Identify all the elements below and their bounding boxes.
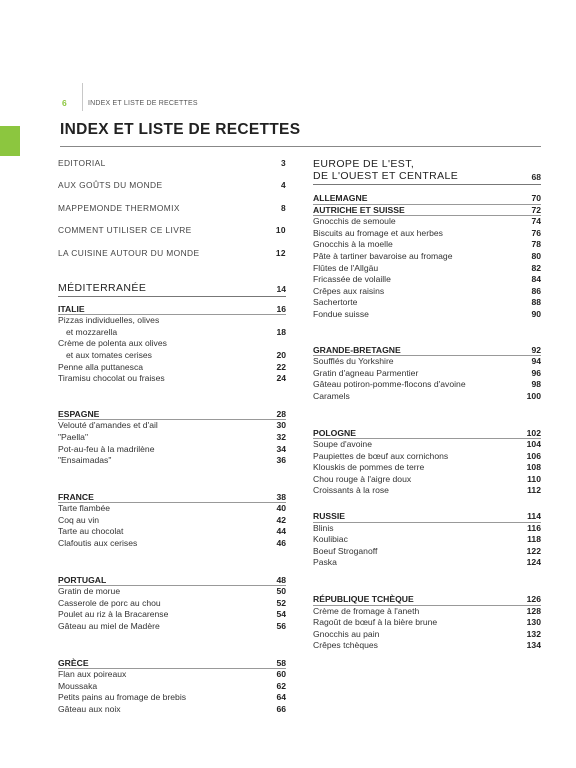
recipe-label: Poulet au riz à la Bracarense — [58, 609, 169, 620]
region-page: 14 — [276, 283, 286, 294]
recipe-label: Blinis — [313, 522, 334, 533]
recipe-label: Flûtes de l'Allgäu — [313, 262, 379, 273]
region-label-line2: DE L'OUEST ET CENTRALE — [313, 170, 459, 182]
recipe-entry[interactable] — [313, 640, 541, 652]
recipe-page: 56 — [276, 621, 286, 632]
country-page: 114 — [527, 511, 541, 522]
recipe-entry[interactable] — [313, 309, 541, 321]
recipe-page: 116 — [527, 522, 541, 533]
region-heading-mediterranee[interactable] — [58, 282, 286, 297]
toc-entry-label: EDITORIAL — [58, 158, 106, 168]
recipe-entry[interactable] — [58, 669, 286, 681]
recipe-label: Gâteau au miel de Madère — [58, 621, 160, 632]
recipe-page: 132 — [526, 628, 541, 639]
recipe-entry[interactable] — [58, 515, 286, 527]
country-label: AUTRICHE ET SUISSE — [313, 204, 405, 215]
page-number: 6 — [62, 98, 67, 108]
recipe-page: 30 — [276, 420, 286, 431]
section-grande-bretagne — [313, 345, 541, 403]
country-label: GRANDE-BRETAGNE — [313, 344, 401, 355]
toc-entry-page: 10 — [275, 225, 286, 236]
recipe-page: 66 — [276, 704, 286, 714]
country-heading[interactable] — [313, 193, 541, 205]
country-page: 70 — [531, 193, 541, 203]
recipe-label: Velouté d'amandes et d'ail — [58, 420, 158, 431]
recipe-label: Coq au vin — [58, 514, 100, 525]
recipe-entry[interactable] — [313, 286, 541, 298]
recipe-page: 124 — [526, 557, 541, 568]
recipe-page: 74 — [531, 216, 541, 227]
recipe-label: Gratin de morue — [58, 586, 121, 597]
recipe-page: 106 — [526, 450, 541, 461]
country-label: RUSSIE — [313, 511, 345, 522]
country-heading[interactable] — [313, 345, 541, 357]
recipe-entry[interactable] — [313, 239, 541, 251]
recipe-label: Flan aux poireaux — [58, 669, 127, 680]
region-heading-europe[interactable] — [313, 158, 541, 185]
recipe-entry[interactable] — [58, 692, 286, 704]
recipe-page: 42 — [276, 514, 286, 525]
recipe-entry[interactable] — [313, 523, 541, 535]
recipe-label: Petits pains au fromage de brebis — [58, 692, 187, 703]
recipe-page: 128 — [526, 605, 541, 616]
recipe-label: Crème de polenta aux olives — [58, 338, 167, 349]
recipe-page: 110 — [527, 473, 541, 484]
toc-entry-page: 4 — [280, 180, 286, 191]
recipe-page: 100 — [526, 390, 541, 401]
section-grece — [58, 658, 286, 716]
recipe-page: 32 — [276, 431, 286, 442]
country-heading[interactable] — [313, 205, 541, 217]
page-title: INDEX ET LISTE DE RECETTES — [60, 121, 301, 138]
recipe-entry[interactable] — [313, 216, 541, 228]
recipe-label: "Ensaimadas" — [58, 455, 112, 466]
recipe-page: 104 — [526, 439, 541, 450]
recipe-entry[interactable] — [313, 356, 541, 368]
recipe-page: 54 — [276, 609, 286, 620]
recipe-entry[interactable] — [58, 420, 286, 432]
country-heading[interactable] — [58, 304, 286, 316]
section-italie — [58, 304, 286, 385]
recipe-entry[interactable] — [58, 621, 286, 633]
country-page: 16 — [276, 303, 286, 314]
recipe-label: Caramels — [313, 390, 350, 401]
recipe-page: 22 — [276, 361, 286, 372]
recipe-label: Klouskis de pommes de terre — [313, 462, 425, 473]
recipe-entry[interactable] — [313, 368, 541, 380]
recipe-entry[interactable] — [313, 451, 541, 463]
recipe-entry[interactable] — [313, 391, 541, 403]
recipe-entry[interactable] — [58, 598, 286, 610]
recipe-page: 76 — [531, 227, 541, 238]
recipe-entry[interactable] — [313, 485, 541, 497]
recipe-entry[interactable] — [313, 379, 541, 391]
country-label: GRÈCE — [58, 657, 89, 668]
recipe-label: Croissants à la rose — [313, 485, 389, 496]
recipe-page: 94 — [531, 356, 541, 367]
recipe-page: 118 — [527, 534, 541, 545]
recipe-label: et aux tomates cerises — [66, 349, 152, 360]
title-rule — [60, 146, 541, 147]
recipe-label: Tarte au chocolat — [58, 526, 124, 537]
recipe-page: 46 — [276, 538, 286, 549]
recipe-label: Gâteau potiron-pomme-flocons d'avoine — [313, 379, 466, 390]
recipe-label: Crêpes tchèques — [313, 640, 378, 651]
section-pologne — [313, 428, 541, 498]
recipe-entry[interactable] — [58, 350, 286, 362]
recipe-entry[interactable] — [58, 704, 286, 716]
recipe-page: 78 — [531, 239, 541, 250]
recipe-page: 24 — [276, 373, 286, 384]
recipe-label: Moussaka — [58, 680, 98, 691]
recipe-entry[interactable] — [313, 557, 541, 569]
toc-entry-label: AUX GOÛTS DU MONDE — [58, 180, 163, 191]
recipe-entry[interactable] — [58, 586, 286, 598]
recipe-entry[interactable] — [58, 444, 286, 456]
section-republique-tcheque — [313, 594, 541, 652]
running-title: INDEX ET LISTE DE RECETTES — [88, 99, 198, 107]
country-label: PORTUGAL — [58, 574, 107, 585]
recipe-page: 34 — [276, 443, 286, 454]
region-label — [313, 158, 458, 182]
recipe-entry[interactable] — [58, 362, 286, 374]
recipe-entry[interactable] — [313, 534, 541, 546]
recipe-label: Soufflés du Yorkshire — [313, 356, 394, 367]
country-label: RÉPUBLIQUE TCHÈQUE — [313, 594, 414, 605]
recipe-entry[interactable] — [313, 274, 541, 286]
toc-entry-label: MAPPEMONDE THERMOMIX — [58, 202, 180, 213]
toc-entry[interactable] — [58, 225, 286, 236]
recipe-page: 98 — [531, 379, 541, 390]
recipe-entry[interactable] — [58, 609, 286, 621]
recipe-label: Pâte à tartiner bavaroise au fromage — [313, 250, 453, 261]
country-heading[interactable] — [58, 575, 286, 587]
recipe-label: Casserole de porc au chou — [58, 597, 161, 608]
country-page: 28 — [276, 408, 286, 419]
recipe-entry[interactable] — [313, 439, 541, 451]
country-page: 58 — [276, 657, 286, 668]
toc-entry[interactable] — [58, 248, 286, 259]
recipe-page: 50 — [276, 586, 286, 597]
recipe-label: "Paella" — [58, 431, 88, 442]
recipe-page: 36 — [276, 455, 286, 466]
recipe-entry[interactable] — [313, 617, 541, 629]
recipe-label: Gâteau aux noix — [58, 704, 121, 714]
recipe-entry[interactable] — [313, 606, 541, 618]
recipe-page: 84 — [531, 274, 541, 285]
region-label: MÉDITERRANÉE — [58, 281, 147, 294]
recipe-page: 86 — [531, 285, 541, 296]
recipe-entry[interactable] — [313, 474, 541, 486]
recipe-label: et mozzarella — [66, 326, 118, 337]
recipe-entry[interactable] — [313, 546, 541, 558]
recipe-entry[interactable] — [58, 455, 286, 467]
country-heading[interactable] — [58, 409, 286, 421]
running-head — [60, 97, 198, 109]
recipe-page: 40 — [276, 503, 286, 514]
recipe-label: Gnocchis de semoule — [313, 216, 396, 227]
recipe-entry[interactable] — [58, 315, 286, 327]
recipe-label: Paska — [313, 557, 337, 568]
section-france — [58, 492, 286, 550]
recipe-label: Crème de fromage à l'aneth — [313, 605, 420, 616]
toc-entry-label: LA CUISINE AUTOUR DU MONDE — [58, 247, 200, 258]
country-page: 92 — [531, 344, 541, 355]
recipe-label: Sachertorte — [313, 297, 358, 308]
recipe-label: Gnocchis à la moelle — [313, 239, 393, 250]
recipe-label: Paupiettes de bœuf aux cornichons — [313, 450, 449, 461]
recipe-label: Tiramisu chocolat ou fraises — [58, 373, 165, 384]
country-label: ESPAGNE — [58, 408, 100, 419]
recipe-page: 134 — [526, 640, 541, 651]
recipe-label: Tarte flambée — [58, 503, 111, 514]
recipe-entry[interactable] — [313, 228, 541, 240]
toc-entry[interactable] — [58, 158, 286, 169]
recipe-entry[interactable] — [58, 373, 286, 385]
recipe-label: Gratin d'agneau Parmentier — [313, 367, 419, 378]
country-heading[interactable] — [313, 428, 541, 440]
recipe-label: Gnocchis au pain — [313, 628, 380, 639]
recipe-entry[interactable] — [58, 538, 286, 550]
country-page: 72 — [531, 204, 541, 215]
index-column-left — [58, 158, 286, 716]
index-column-right — [313, 158, 541, 652]
country-page: 126 — [526, 594, 541, 605]
section-portugal — [58, 575, 286, 633]
toc-entry[interactable] — [58, 180, 286, 191]
recipe-entry[interactable] — [313, 629, 541, 641]
recipe-page: 18 — [276, 326, 286, 337]
recipe-page: 64 — [276, 692, 286, 703]
region-label-line1: EUROPE DE L'EST, — [313, 158, 415, 170]
recipe-page: 90 — [531, 308, 541, 319]
recipe-page: 82 — [531, 262, 541, 273]
toc-entry-page: 3 — [280, 158, 286, 168]
toc-entry-label: COMMENT UTILISER CE LIVRE — [58, 225, 192, 236]
recipe-page: 122 — [526, 545, 541, 556]
country-heading[interactable] — [58, 658, 286, 670]
toc-entry[interactable] — [58, 203, 286, 214]
recipe-label: Clafoutis aux cerises — [58, 538, 138, 549]
recipe-page: 62 — [276, 680, 286, 691]
recipe-entry[interactable] — [313, 251, 541, 263]
recipe-label: Boeuf Stroganoff — [313, 545, 378, 556]
header-divider — [82, 83, 83, 111]
recipe-page: 112 — [527, 485, 541, 496]
recipe-page: 108 — [526, 462, 541, 473]
recipe-label: Chou rouge à l'aigre doux — [313, 473, 412, 484]
country-page: 48 — [276, 574, 286, 585]
recipe-label: Ragoût de bœuf à la bière brune — [313, 617, 438, 628]
country-heading[interactable] — [313, 594, 541, 606]
recipe-label: Pizzas individuelles, olives — [58, 315, 160, 326]
recipe-label: Soupe d'avoine — [313, 439, 372, 450]
recipe-page: 80 — [531, 250, 541, 261]
region-page: 68 — [531, 172, 541, 182]
recipe-entry[interactable] — [313, 263, 541, 275]
recipe-entry[interactable] — [58, 526, 286, 538]
toc-entry-page: 8 — [280, 202, 286, 213]
section-allemagne — [313, 193, 541, 321]
recipe-page: 52 — [276, 597, 286, 608]
recipe-label: Fondue suisse — [313, 308, 369, 319]
recipe-page: 130 — [526, 617, 541, 628]
recipe-page: 88 — [531, 297, 541, 308]
recipe-page: 60 — [276, 669, 286, 680]
country-label: FRANCE — [58, 491, 94, 502]
recipe-label: Pot-au-feu à la madrilène — [58, 443, 155, 454]
recipe-entry[interactable] — [58, 338, 286, 350]
country-label: ITALIE — [58, 303, 85, 314]
section-espagne — [58, 409, 286, 467]
recipe-page: 44 — [276, 526, 286, 537]
country-page: 102 — [526, 427, 541, 438]
recipe-label: Biscuits au fromage et aux herbes — [313, 227, 443, 238]
recipe-label: Fricassée de volaille — [313, 274, 391, 285]
country-heading[interactable] — [58, 492, 286, 504]
country-label: POLOGNE — [313, 427, 356, 438]
recipe-page: 20 — [276, 349, 286, 360]
recipe-label: Penne alla puttanesca — [58, 361, 144, 372]
recipe-entry[interactable] — [58, 681, 286, 693]
country-page: 38 — [276, 491, 286, 502]
section-tab-marker — [0, 126, 20, 156]
toc-entry-page: 12 — [275, 247, 286, 258]
country-label: ALLEMAGNE — [313, 193, 368, 203]
country-heading[interactable] — [313, 511, 541, 523]
recipe-entry[interactable] — [58, 503, 286, 515]
recipe-entry[interactable] — [58, 432, 286, 444]
recipe-label: Koulibiac — [313, 534, 348, 545]
recipe-page: 96 — [531, 367, 541, 378]
section-russie — [313, 511, 541, 569]
recipe-entry[interactable] — [313, 297, 541, 309]
recipe-entry[interactable] — [313, 462, 541, 474]
recipe-label: Crêpes aux raisins — [313, 285, 385, 296]
recipe-entry[interactable] — [58, 327, 286, 339]
